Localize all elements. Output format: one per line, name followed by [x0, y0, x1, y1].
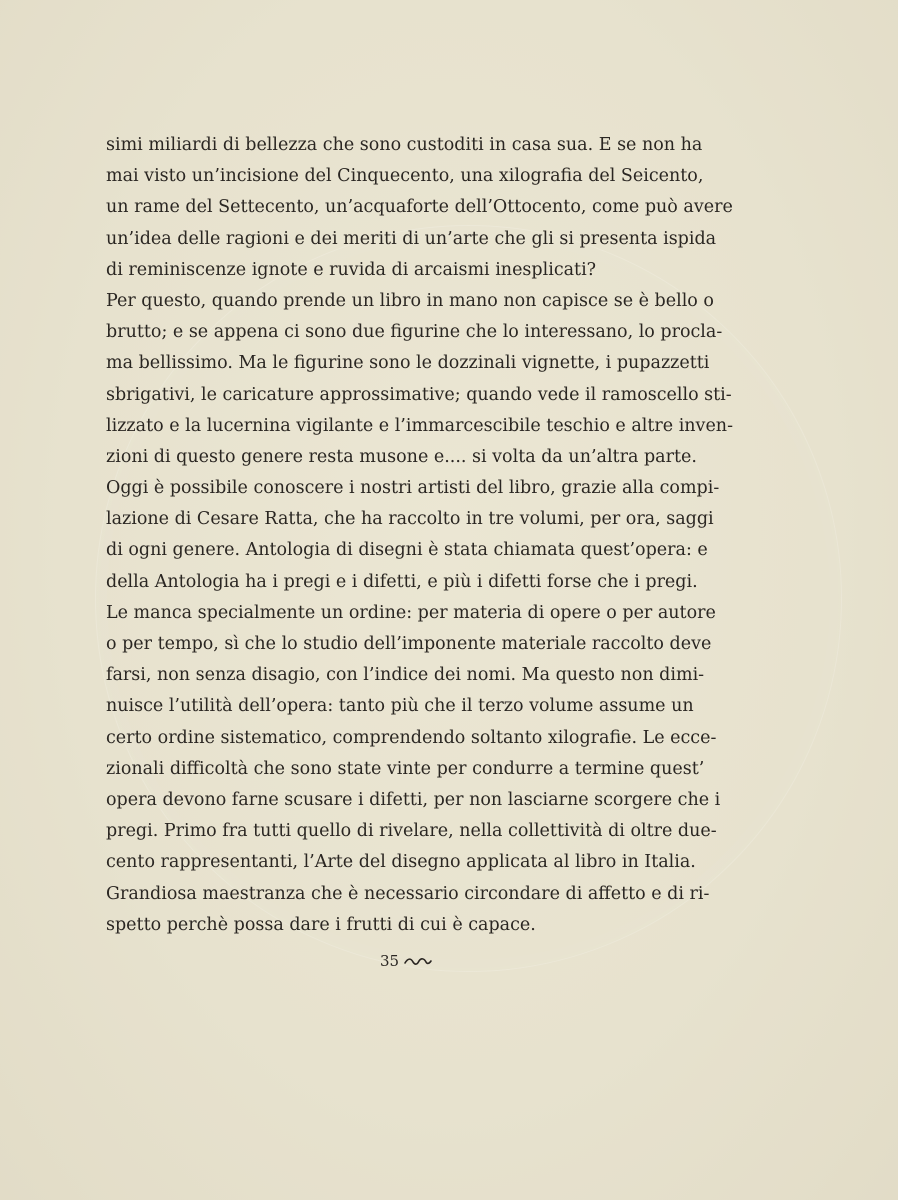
text-line: lizzato e la lucernina vigilante e l’immarcescibile teschio e altre inven- [106, 415, 733, 436]
text-line: cento rappresentanti, l’Arte del disegno applicata al libro in Italia. [106, 852, 696, 873]
text-line: pregi. Primo fra tutti quello di rivelare, nella collettività di oltre due- [106, 821, 717, 842]
text-line: mai visto un’incisione del Cinquecento, una xilografia del Seicento, [106, 166, 704, 187]
text-line: della Antologia ha i pregi e i difetti, e più i difetti forse che i pregi. [106, 571, 698, 592]
text-line: Oggi è possibile conoscere i nostri artisti del libro, grazie alla compi- [106, 478, 720, 499]
text-line: ma bellissimo. Ma le figurine sono le dozzinali vignette, i pupazzetti [106, 353, 710, 374]
text-line: opera devono farne scusare i difetti, per non lasciarne scorgere che i [106, 789, 721, 810]
text-line: Le manca specialmente un ordine: per materia di opere o per autore [106, 602, 716, 623]
text-line: di ogni genere. Antologia di disegni è stata chiamata quest’opera: e [106, 540, 708, 561]
text-line: farsi, non senza disagio, con l’indice dei nomi. Ma questo non dimi- [106, 665, 705, 686]
text-line: un rame del Settecento, un’acquaforte dell’Ottocento, come può avere [106, 197, 733, 218]
text-line: certo ordine sistematico, comprendendo soltanto xilografie. Le ecce- [106, 727, 717, 748]
body-text [106, 130, 733, 941]
text-line: Grandiosa maestranza che è necessario circondare di affetto e di ri- [106, 883, 710, 904]
text-line: zioni di questo genere resta musone e.... si volta da un’altra parte. [106, 446, 697, 467]
text-line: nuisce l’utilità dell’opera: tanto più che il terzo volume assume un [106, 696, 694, 717]
text-line: brutto; e se appena ci sono due figurine che lo interessano, lo procla- [106, 322, 723, 343]
page-number [380, 952, 433, 970]
text-line: simi miliardi di bellezza che sono custoditi in casa sua. E se non ha [106, 135, 703, 155]
text-line: o per tempo, sì che lo studio dell’imponente materiale raccolto deve [106, 634, 712, 654]
text-line: sbrigativi, le caricature approssimative; quando vede il ramoscello sti- [106, 384, 732, 405]
text-line: un’idea delle ragioni e dei meriti di un’arte che gli si presenta ispida [106, 228, 717, 249]
text-line: spetto perchè possa dare i frutti di cui è capace. [106, 914, 536, 935]
text-line: lazione di Cesare Ratta, che ha raccolto in tre volumi, per ora, saggi [106, 509, 714, 530]
page-number-text: 35 [380, 952, 400, 970]
flourish-ornament-icon [403, 955, 433, 967]
text-line: Per questo, quando prende un libro in mano non capisce se è bello o [106, 290, 714, 311]
text-line: zionali difficoltà che sono state vinte per condurre a termine quest’ [106, 758, 705, 779]
text-line: di reminiscenze ignote e ruvida di arcaismi inesplicati? [106, 259, 597, 280]
